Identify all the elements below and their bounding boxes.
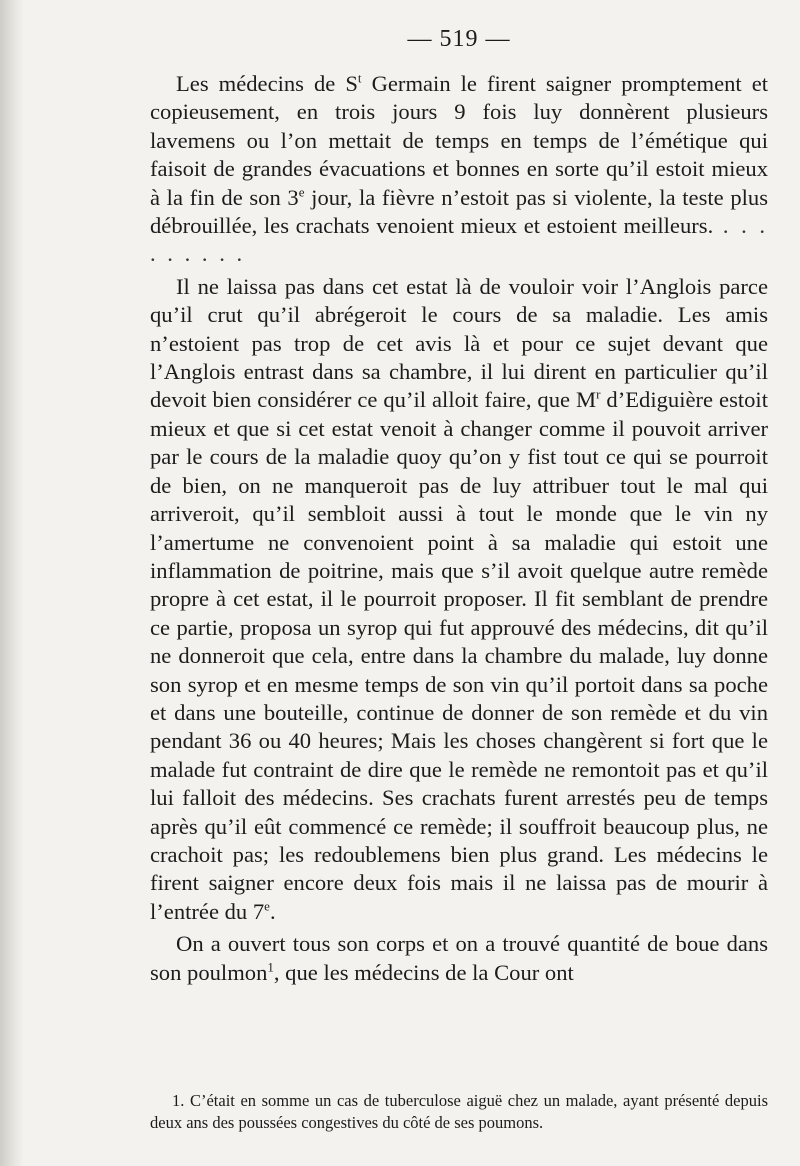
- superscript: t: [357, 70, 362, 86]
- paragraph-2: Il ne laissa pas dans cet estat là de vouloir voir l’Anglois parce qu’il crut qu’il abrégeroit le cours de sa maladie. Les amis n’estoient pas trop de cet avis là et pour ce sujet devant que l’Anglois entrast dans sa chambre, il lui dirent en particulier qu’il devoit bien considérer ce qu’il alloit faire, que $M^r$ d’Ediguière estoit mieux et que si cet estat venoit à changer comme il pouvoit arriver par le cours de la maladie quoy qu’on y fist tout ce qui se pourroit de bien, on ne manqueroit pas de luy attribuer tout le mal qui arriveroit, qu’il sembloit aussi à tout le monde que le vin ny l’amertume ne convenoient point à sa maladie qui estoit une inflammation de poitrine, mais que s’il avoit quelque autre remède propre à cet estat, il le pourroit proposer. Il fit semblant de prendre ce partie, proposa un syrop qui fut approuvé des médecins, dit qu’il ne donneroit que cela, entre dans la chambre du malade, luy donne son syrop et en mesme temps de son vin qu’il portoit dans sa poche et dans une bouteille, continue de donner de son remède et du vin pendant 36 ou 40 heures; Mais les choses changèrent si fort que le malade fut contraint de dire que le remède ne remontoit pas et qu’il lui falloit des médecins. Ses crachats furent arrestés peu de temps après qu’il eût commencé ce remède; il souffroit beaucoup plus, ne crachoit pas; les redoublemens bien plus grand. Les médecins le firent saigner encore deux fois mais il ne laissa pas de mourir à l’entrée du 7e.: [150, 273, 768, 924]
- leader-dots: . . . . . . . . .: [150, 213, 769, 267]
- superscript: e: [298, 184, 305, 200]
- page-gutter-shadow: [0, 0, 24, 1166]
- footnote-reference: 1: [267, 959, 274, 975]
- superscript: e: [264, 898, 270, 914]
- footnote: [150, 1090, 768, 1134]
- page-number: — 519 —: [407, 26, 511, 52]
- main-text: [150, 70, 768, 987]
- paragraph-3: On a ouvert tous son corps et on a trouvé quantité de boue dans son poulmon$^1$, que les médecins de la Cour ont: [150, 931, 768, 985]
- superscript: r: [596, 386, 601, 402]
- book-page: [150, 0, 768, 1166]
- footnote-text: 1. C’était en somme un cas de tuberculose aiguë chez un malade, ayant présenté depuis deux ans des poussées congestives du côté de ses poumons.: [150, 1091, 768, 1132]
- paragraph-1: Les médecins de $S^t$ Germain le firent saigner promptement et copieusement, en trois jours 9 fois luy donnèrent plusieurs lavemens ou l’on mettait de temps en temps de l’émétique qui faisoit de grandes évacuations et bonnes en sorte qu’il estoit mieux à la fin de son 3e jour, la fièvre n’estoit pas si violente, la teste plus débrouillée, les crachats venoient mieux et estoient meilleurs. . . . . . . . . .: [150, 70, 769, 267]
